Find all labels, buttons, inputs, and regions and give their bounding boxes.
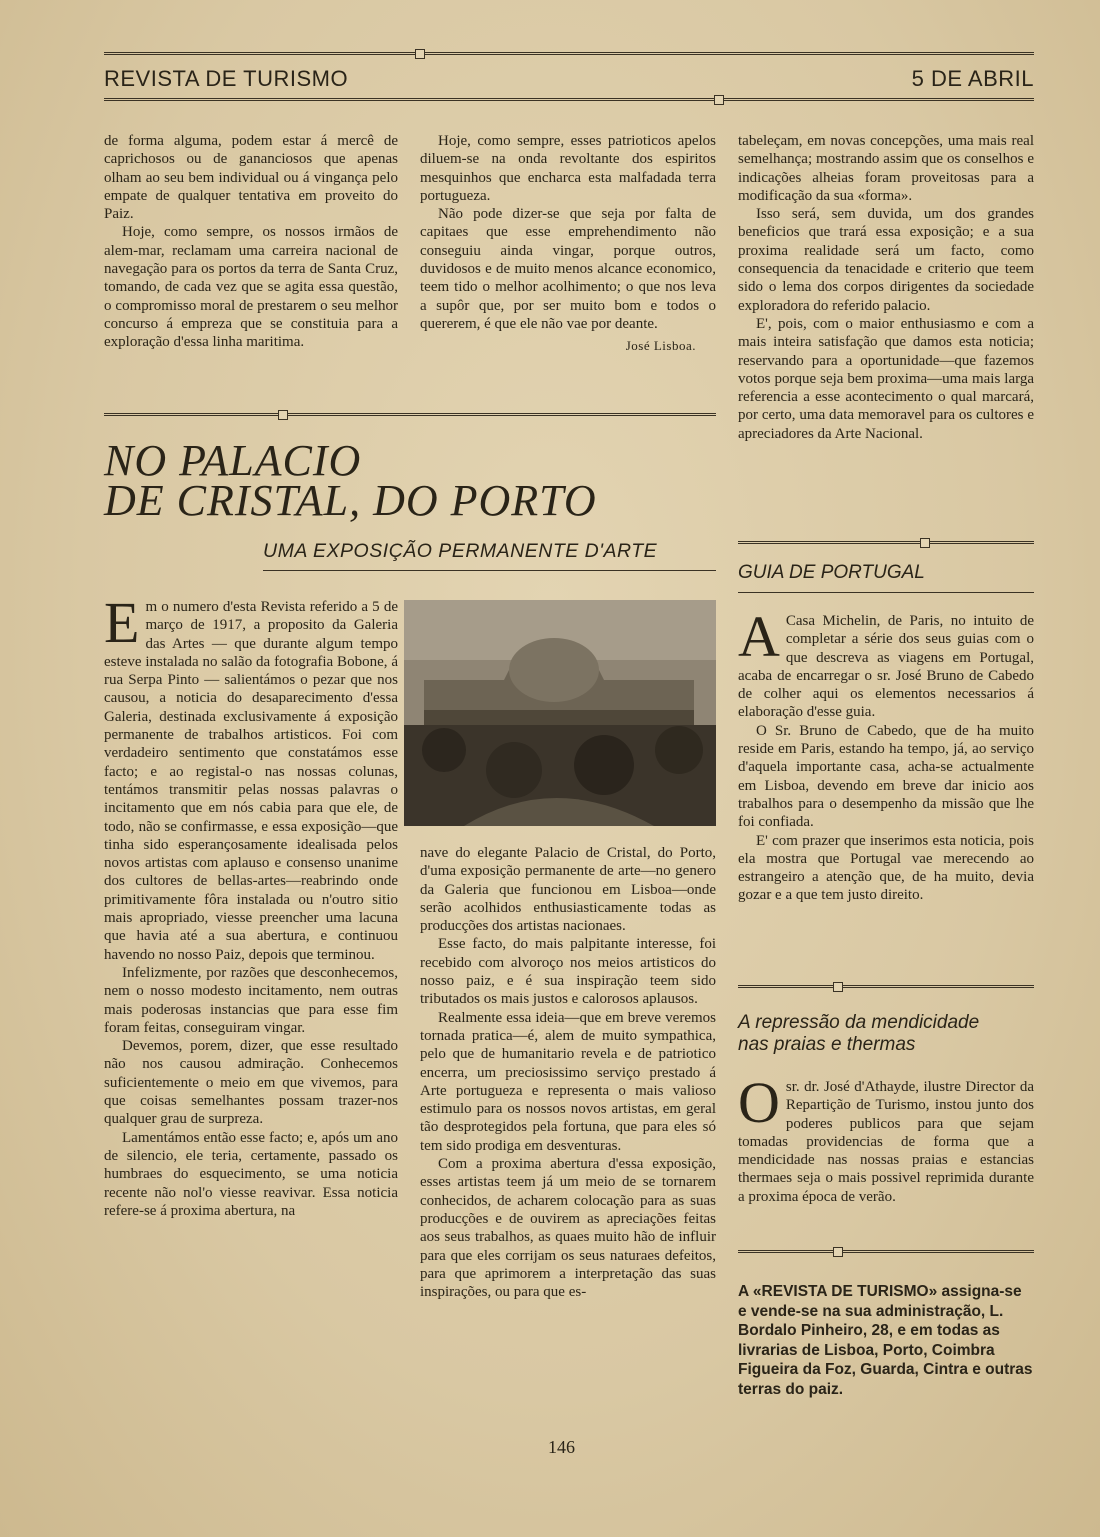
section-divider [104,413,716,416]
paragraph: de forma alguma, podem estar á mercê de caprichosos ou de gananciosos que apenas olham ao seu bem individual ou á vingança pelo empate de qualquer tentativa em proveito do Paiz. [104,133,398,223]
subscription-notice: A «REVISTA DE TURISMO» assigna-se e vende-se na sua administração, L. Bordalo Pinheiro, 28, e em todas as livrarias de Lisboa, Porto, Coimbra Figueira da Foz, Guarda, Cintra e outras terras do paiz. [738,1283,1033,1398]
paragraph: Lamentámos então esse facto; e, após um ano de silencio, ele teria, certamente, passado os humbraes do esquecimento, se uma noticia recente não nol'o viesse reavivar. Essa noticia refere-se á proxima abertura, na [104,1129,398,1219]
photo-illustration [404,600,716,826]
subtitle-rule [263,570,716,571]
article-subtitle: UMA EXPOSIÇÃO PERMANENTE D'ARTE [263,540,658,562]
paragraph: Realmente essa ideia—que em breve veremos tornada pratica—é, alem de muito sympathica, pelo que de humanitario revela e de patriotico encerra, um preciosissimo serviço prestado á Arte portugueza e representa o mais valioso estimulo para os nossos novos artistas, em geral tão desprotegidos pela fortuna, que para eles só tem sido prodiga em desventuras. [420,1009,716,1154]
paragraph: Isso será, sem duvida, um dos grandes beneficios que trará essa exposição; e a sua proxima realidade será um facto, como consequencia da tenacidade e criterio que teem sido o lema dos corpos dirigentes da sociedade exploradora do referido palacio. [738,206,1034,314]
guia-title-rule [738,592,1034,593]
guia-first-paragraph: Casa Michelin, de Paris, no intuito de completar a série dos seus guias com o que descreva as viagens em Portugal, acaba de encarregar o sr. José Bruno de Cabedo de colher aqui os elementos necessarios á elaboração d'esse guia. [738,613,1034,721]
page-number: 146 [548,1437,575,1457]
paragraph: tabeleçam, em novas concepções, uma mais real semelhança; mostrando assim que os conselhos e indicações alheias foram proveitosas para a modificação da sua «forma». [738,133,1034,204]
paragraph: E' com prazer que inserimos esta noticia, pois ela mostra que Portugal vae merecendo ao estrangeiro a atenção que, de ha muito, devia gozar e a que tem justo direito. [738,832,1034,904]
paragraph [738,1070,1034,1206]
header-rule-bottom [104,98,1034,101]
header-title: REVISTA DE TURISMO [104,66,349,91]
paragraph: Devemos, porem, dizer, que esse resultado não nos causou admiração. Conhecemos suficientemente o meio em que vivemos, para que coisas semelhantes possam trazer-nos qualquer grau de surpreza. [104,1038,398,1128]
repressao-title-line-2: nas praias e thermas [738,1034,916,1055]
paragraph: O Sr. Bruno de Cabedo, que de ha muito reside em Paris, estando ha tempo, já, ao serviço d'aquela importante casa, acha-se actualmente em Lisboa, devendo em breve dar inicio aos trabalhos para o desempenho da missão que lhe foi confiada. [738,722,1034,831]
article-column-2 [420,844,716,1301]
drop-cap: E [104,590,140,655]
repressao-title-line-1: A repressão da mendicidade [738,1012,980,1033]
header-ornament-top [415,49,425,59]
column-3-top [738,132,1034,443]
column-2-top [420,132,716,356]
divider-ornament [833,982,843,992]
article-column-1 [104,590,398,1220]
paragraph [104,590,398,964]
paragraph: Com a proxima abertura d'essa exposição, esses artistas teem já um meio de se tornarem conhecidos, de acharem colocação para as suas producções e de ouvirem as apreciações feitas aos seus trabalhos, as quaes muito hão de influir para que eles corrijam os seus naturaes defeitos, para que aprimorem a interpretação das suas inspirações, ou para que es- [420,1156,716,1301]
article-first-paragraph: m o numero d'esta Revista referido a 5 de março de 1917, a proposito da Galeria das Artes — que durante algum tempo esteve instalada no salão da fotografia Bobone, á rua Serpa Pinto — salientámos o pezar que nos causou, a noticia do desaparecimento d'essa Galeria, destinada exclusivamente á exposição permanente de trabalhos artisticos. Foi com verdadeiro sentimento que constatámos esse facto; e ao registal-o nas nossas colunas, tentámos transmitir pelas nossas palavras o incitamento que em nós cabia para que ele, de todo, não se confirmasse, e essa exposição—que tinha sido esperançosamente idealisada pelos novos artistas com aplauso e consenso unanime dos cultores de bellas-artes—reabrindo onde primitivamente fôra instalada ou n'outro sitio mais apropriado, viesse preencher uma lacuna que havia até a sua abertura, e continuou havendo no nosso Paiz, depois que terminou. [104,599,398,963]
repressao-paragraph: sr. dr. José d'Athayde, ilustre Director da Repartição de Turismo, instou junto dos poderes publicos para que sejam tomadas providencias de forma que a mendicidade nas nossas praias e estancias thermaes seja o mais possivel reprimida durante a proxima época de verão. [738,1079,1034,1205]
drop-cap: A [738,604,780,669]
divider-ornament [920,538,930,548]
paragraph: Hoje, como sempre, os nossos irmãos de alem-mar, reclamam uma carreira nacional de navegação para os portos da terra de Santa Cruz, tomando, de cada vez que se agita essa questão, o compromisso moral de prestarem o seu melhor concurso á empreza que se constituia para a exploração d'essa linha maritima. [104,224,398,351]
paragraph: E', pois, com o maior enthusiasmo e com a mais inteira satisfação que damos esta noticia; reservando para a oportunidade—que fazemos votos porque seja bem proxima—uma mais larga referencia a esse acontecimento o qual marcará, por certo, uma data memoravel para os cultores e apreciadores da Arte Nacional. [738,315,1034,442]
palace-photo [404,600,716,826]
column-3-divider-2 [738,985,1034,988]
column-1-top [104,132,398,352]
paragraph: nave do elegante Palacio de Cristal, do Porto, d'uma exposição permanente de arte—no genero da Galeria que funcionou em Lisboa—onde serão acolhidos enthusiasticamente todas as producções dos artistas nacionaes. [420,845,716,935]
drop-cap: O [738,1070,780,1135]
paragraph [738,604,1034,722]
paragraph: Esse facto, do mais palpitante interesse, foi recebido com alvoroço nos meios artisticos do nosso paiz, e é sua inspiração teem sido tributados os mais justos e calorosos aplausos. [420,936,716,1008]
paragraph: Hoje, como sempre, esses patrioticos apelos diluem-se na onda revoltante dos espiritos mesquinhos que encharca esta malfadada terra portugueza. [420,133,716,204]
guia-body [738,604,1034,905]
header-rule-top [104,52,1034,55]
paragraph: Não pode dizer-se que seja por falta de capitaes que esse emprehendimento não conseguiu ainda vingar, porque outros, duvidosos e de muito menos alcance economico, teem tido o melhor acolhimento; o que nos leva a supôr que, por ser muito bom e todos o quererem, é que ele não vae por deante. [420,206,716,332]
column-3-divider-1 [738,541,1034,544]
author-signature: José Lisboa. [625,338,696,354]
article-title-line-1: NO PALACIO [104,436,362,485]
column-3-divider-3 [738,1250,1034,1253]
guia-title: GUIA DE PORTUGAL [738,562,925,583]
header-ornament-bottom [714,95,724,105]
divider-ornament [278,410,288,420]
repressao-body [738,1070,1034,1206]
article-title-line-2: DE CRISTAL, DO PORTO [104,476,597,525]
header-date: 5 DE ABRIL [911,66,1034,91]
divider-ornament [833,1247,843,1257]
paragraph: Infelizmente, por razões que desconhecemos, nem o nosso modesto incitamento, nem outras mais poderosas instancias que para esse fim foram feitas, conseguiram vingar. [104,964,398,1036]
